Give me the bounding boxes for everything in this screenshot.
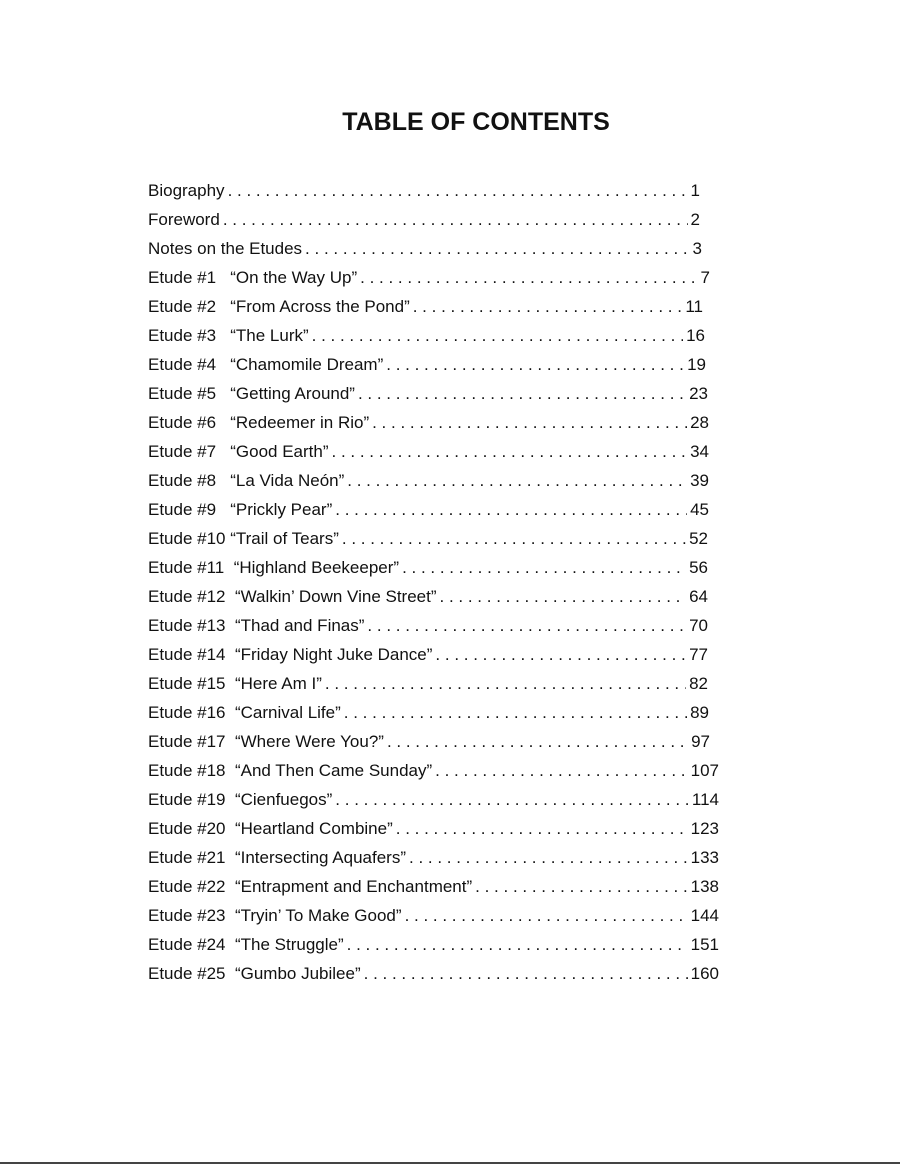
dot-leader xyxy=(402,553,686,582)
toc-entry-label: Etude #9 “Prickly Pear” xyxy=(148,500,333,519)
toc-entry-page: 138 xyxy=(690,877,719,896)
toc-entry-label: Etude #8 “La Vida Neón” xyxy=(148,471,345,490)
toc-entry xyxy=(148,843,719,872)
toc-entry-label: Etude #18 “And Then Came Sunday” xyxy=(148,761,433,780)
toc-entry-page: 160 xyxy=(690,964,719,983)
toc-entry-page: 114 xyxy=(691,790,719,809)
toc-entry-label: Notes on the Etudes xyxy=(148,239,303,258)
toc-entry-page: 97 xyxy=(691,732,710,751)
toc-entry-page: 89 xyxy=(690,703,709,722)
toc-entry xyxy=(148,582,708,611)
dot-leader xyxy=(409,843,688,872)
toc-entry-page: 39 xyxy=(690,471,709,490)
toc-entry-label: Etude #17 “Where Were You?” xyxy=(148,732,384,751)
toc-entry-page: 151 xyxy=(690,935,719,954)
toc-entry-page: 1 xyxy=(690,181,700,200)
dot-leader xyxy=(332,437,688,466)
toc-entry-label: Etude #23 “Tryin’ To Make Good” xyxy=(148,906,402,925)
dot-leader xyxy=(342,524,686,553)
dot-leader xyxy=(386,350,684,379)
dot-leader xyxy=(360,263,697,292)
toc-entry-label: Etude #7 “Good Earth” xyxy=(148,442,329,461)
toc-entry xyxy=(148,408,709,437)
toc-entry-page: 133 xyxy=(690,848,719,867)
dot-leader xyxy=(413,292,683,321)
dot-leader xyxy=(347,466,687,495)
dot-leader xyxy=(358,379,686,408)
toc-entry xyxy=(148,640,708,669)
toc-entry-label: Etude #3 “The Lurk” xyxy=(148,326,309,345)
toc-entry-label: Etude #5 “Getting Around” xyxy=(148,384,355,403)
dot-leader xyxy=(435,640,686,669)
toc-entry-page: 2 xyxy=(690,210,700,229)
toc-entry-page: 45 xyxy=(690,500,709,519)
toc-entry-label: Etude #21 “Intersecting Aquafers” xyxy=(148,848,406,867)
toc-entry-page: 70 xyxy=(689,616,708,635)
toc-entry-label: Etude #14 “Friday Night Juke Dance” xyxy=(148,645,433,664)
toc-entry-page: 56 xyxy=(689,558,708,577)
toc-entry xyxy=(148,872,719,901)
dot-leader xyxy=(440,582,687,611)
dot-leader xyxy=(372,408,687,437)
toc-entry-label: Etude #11 “Highland Beekeeper” xyxy=(148,558,400,577)
toc-entry-page: 77 xyxy=(689,645,708,664)
toc-entry xyxy=(148,553,708,582)
toc-entry xyxy=(148,524,708,553)
dot-leader xyxy=(335,495,687,524)
toc-entry-page: 34 xyxy=(690,442,709,461)
toc-entry-label: Biography xyxy=(148,181,225,200)
toc-entry-page: 3 xyxy=(692,239,702,258)
dot-leader xyxy=(312,321,683,350)
dot-leader xyxy=(223,205,688,234)
toc-entry-label: Etude #12 “Walkin’ Down Vine Street” xyxy=(148,587,437,606)
toc-entry xyxy=(148,234,702,263)
toc-entry-label: Etude #19 “Cienfuegos” xyxy=(148,790,333,809)
toc-entry-page: 7 xyxy=(700,268,710,287)
toc-entry-label: Etude #22 “Entrapment and Enchantment” xyxy=(148,877,473,896)
dot-leader xyxy=(475,872,687,901)
toc-entry xyxy=(148,785,719,814)
toc-entry xyxy=(148,611,708,640)
toc-entry xyxy=(148,292,703,321)
toc-entry xyxy=(148,814,719,843)
toc-entry xyxy=(148,205,700,234)
toc-entry-page: 82 xyxy=(689,674,708,693)
toc-entry-label: Etude #25 “Gumbo Jubilee” xyxy=(148,964,361,983)
dot-leader xyxy=(405,901,688,930)
toc-entry xyxy=(148,756,719,785)
toc-entry-page: 144 xyxy=(690,906,719,925)
toc-entry-page: 16 xyxy=(686,326,705,345)
toc-entry-label: Etude #10 “Trail of Tears” xyxy=(148,529,339,548)
toc-entry xyxy=(148,959,719,988)
toc-entry-label: Etude #16 “Carnival Life” xyxy=(148,703,341,722)
toc-entry xyxy=(148,727,710,756)
toc-entry-label: Etude #13 “Thad and Finas” xyxy=(148,616,365,635)
toc-entry xyxy=(148,437,709,466)
toc-entry-page: 11 xyxy=(685,297,703,316)
page-title: TABLE OF CONTENTS xyxy=(342,108,610,136)
toc-entry xyxy=(148,466,709,495)
dot-leader xyxy=(347,930,688,959)
toc-entry xyxy=(148,901,719,930)
dot-leader xyxy=(396,814,688,843)
toc-entry-page: 52 xyxy=(689,529,708,548)
toc-entry xyxy=(148,321,705,350)
toc-entry xyxy=(148,669,708,698)
toc-entry-page: 28 xyxy=(690,413,709,432)
dot-leader xyxy=(325,669,686,698)
toc-entry xyxy=(148,379,708,408)
dot-leader xyxy=(435,756,687,785)
toc-entry-page: 23 xyxy=(689,384,708,403)
toc-entry-label: Etude #15 “Here Am I” xyxy=(148,674,322,693)
toc-entry-label: Etude #20 “Heartland Combine” xyxy=(148,819,393,838)
toc-entry-page: 123 xyxy=(690,819,719,838)
toc-entry xyxy=(148,495,709,524)
toc-entry-label: Etude #1 “On the Way Up” xyxy=(148,268,358,287)
toc-entry xyxy=(148,698,709,727)
toc-entry-label: Foreword xyxy=(148,210,220,229)
toc-entry-label: Etude #2 “From Across the Pond” xyxy=(148,297,410,316)
toc-entry-page: 19 xyxy=(687,355,706,374)
dot-leader xyxy=(228,176,688,205)
dot-leader xyxy=(305,234,689,263)
toc-entry-page: 107 xyxy=(690,761,719,780)
toc-entry xyxy=(148,350,706,379)
dot-leader xyxy=(364,959,688,988)
toc-entry xyxy=(148,176,700,205)
toc-entry-label: Etude #24 “The Struggle” xyxy=(148,935,344,954)
dot-leader xyxy=(335,785,689,814)
dot-leader xyxy=(367,611,686,640)
toc-entry-page: 64 xyxy=(689,587,708,606)
toc-entry xyxy=(148,930,719,959)
dot-leader xyxy=(344,698,687,727)
toc-entry xyxy=(148,263,710,292)
toc-entry-label: Etude #4 “Chamomile Dream” xyxy=(148,355,384,374)
dot-leader xyxy=(387,727,688,756)
toc-entry-label: Etude #6 “Redeemer in Rio” xyxy=(148,413,370,432)
